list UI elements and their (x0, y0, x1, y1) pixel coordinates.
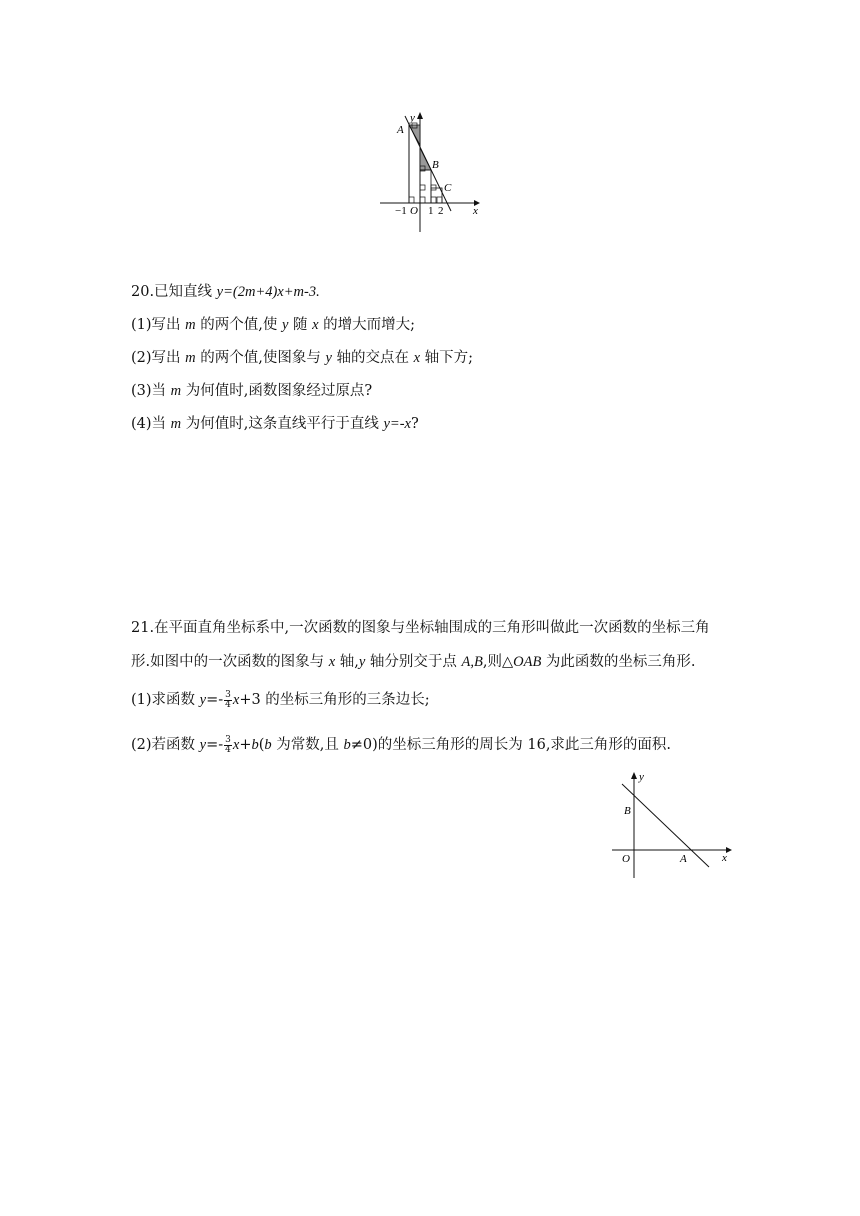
var-x: x (413, 350, 421, 366)
text: 的增大而增大; (318, 317, 416, 333)
text: ≠0)的坐标三角形的周长为 16,求此三角形的面积. (350, 737, 672, 753)
text: 的两个值,使 (195, 317, 282, 333)
var-y: y (325, 350, 332, 366)
fraction (224, 736, 232, 755)
text: 随 (288, 317, 313, 333)
var-m: m (170, 416, 182, 432)
text: 轴的交点在 (331, 350, 414, 366)
point-label-a: A (680, 853, 687, 865)
right-angle-mark (409, 197, 414, 203)
numerator: 3 (225, 734, 231, 745)
text: 为何值时,函数图象经过原点? (181, 383, 373, 399)
var-x: x (328, 654, 336, 670)
var-x: x (232, 692, 240, 708)
text: ( (258, 737, 265, 753)
x-axis-label: x (473, 205, 478, 217)
point-label-b: B (432, 159, 439, 171)
right-angle-mark (431, 197, 436, 203)
var-y: y (358, 654, 366, 670)
q20-part1 (131, 315, 415, 335)
var-m: m (185, 317, 196, 333)
x-axis-label: x (722, 852, 727, 864)
triangle-oab: OAB (513, 654, 542, 670)
denominator: 4 (225, 699, 231, 710)
var-y: y (199, 737, 207, 753)
figure-1-coordinate-graph (375, 105, 485, 235)
point-label-b: B (624, 805, 631, 817)
text: ? (410, 416, 419, 432)
q21-line2 (131, 652, 696, 672)
figure-2-coordinate-triangle (608, 768, 738, 880)
text: 形.如图中的一次函数的图象与 (131, 654, 329, 670)
y-axis-label: y (410, 112, 415, 124)
q21-part1 (131, 690, 430, 710)
right-angle-mark (420, 197, 425, 203)
q20-part3 (131, 381, 372, 401)
x-axis-arrow-icon (726, 847, 732, 853)
text: (3)当 (131, 383, 171, 399)
text: (1)写出 (131, 317, 186, 333)
origin-label: O (622, 853, 630, 865)
text: +3 的坐标三角形的三条边长; (239, 692, 430, 708)
var-b: b (264, 737, 272, 753)
tick-label-1: 1 (428, 205, 434, 217)
q20-formula: y=(2m+4)x+m-3. (216, 284, 320, 300)
y-axis-arrow-icon (417, 112, 423, 119)
text: (2)写出 (131, 350, 186, 366)
origin-label: O (410, 205, 418, 217)
q20-title (131, 282, 320, 302)
q21-part2 (131, 735, 671, 755)
tick-label-2: 2 (438, 205, 444, 217)
tick-label-neg1: −1 (395, 205, 407, 217)
q21-line1: 21.在平面直角坐标系中,一次函数的图象与坐标轴围成的三角形叫做此一次函数的坐标三角 (131, 620, 710, 636)
text: 为何值时,这条直线平行于直线 (181, 416, 384, 432)
text: 轴, (335, 654, 359, 670)
var-x: x (312, 317, 319, 333)
numerator: 3 (225, 689, 231, 700)
y-axis-arrow-icon (631, 772, 637, 779)
text: 为常数,且 (271, 737, 344, 753)
text: =- (206, 737, 224, 753)
q20-part4 (131, 414, 419, 434)
var-b: b (251, 737, 259, 753)
text: ,则△ (482, 654, 514, 670)
text: (4)当 (131, 416, 171, 432)
point-label-c: C (444, 182, 452, 194)
right-angle-mark (420, 185, 425, 190)
var-y: y (281, 317, 289, 333)
var-b: b (343, 737, 351, 753)
text: 轴分别交于点 (365, 654, 462, 670)
text: 的两个值,使图象与 (195, 350, 326, 366)
q20-title-text: 20.已知直线 (131, 284, 217, 300)
var-m: m (185, 350, 196, 366)
equation: y=-x (383, 416, 411, 432)
var-m: m (170, 383, 182, 399)
right-angle-mark (437, 197, 442, 203)
text: =- (206, 692, 224, 708)
text: (1)求函数 (131, 692, 200, 708)
point-label-a: A (397, 124, 404, 136)
text: 轴下方; (420, 350, 474, 366)
text: (2)若函数 (131, 737, 200, 753)
fraction (224, 691, 232, 710)
q20-part2 (131, 348, 473, 368)
text: + (239, 737, 252, 753)
var-x: x (232, 737, 240, 753)
points-ab: A,B (461, 654, 483, 670)
step-rect-1 (420, 170, 431, 203)
denominator: 4 (225, 744, 231, 755)
right-angle-mark (431, 185, 436, 190)
text: 为此函数的坐标三角形. (541, 654, 696, 670)
function-line (622, 784, 709, 867)
y-axis-label: y (639, 771, 644, 783)
var-y: y (199, 692, 207, 708)
